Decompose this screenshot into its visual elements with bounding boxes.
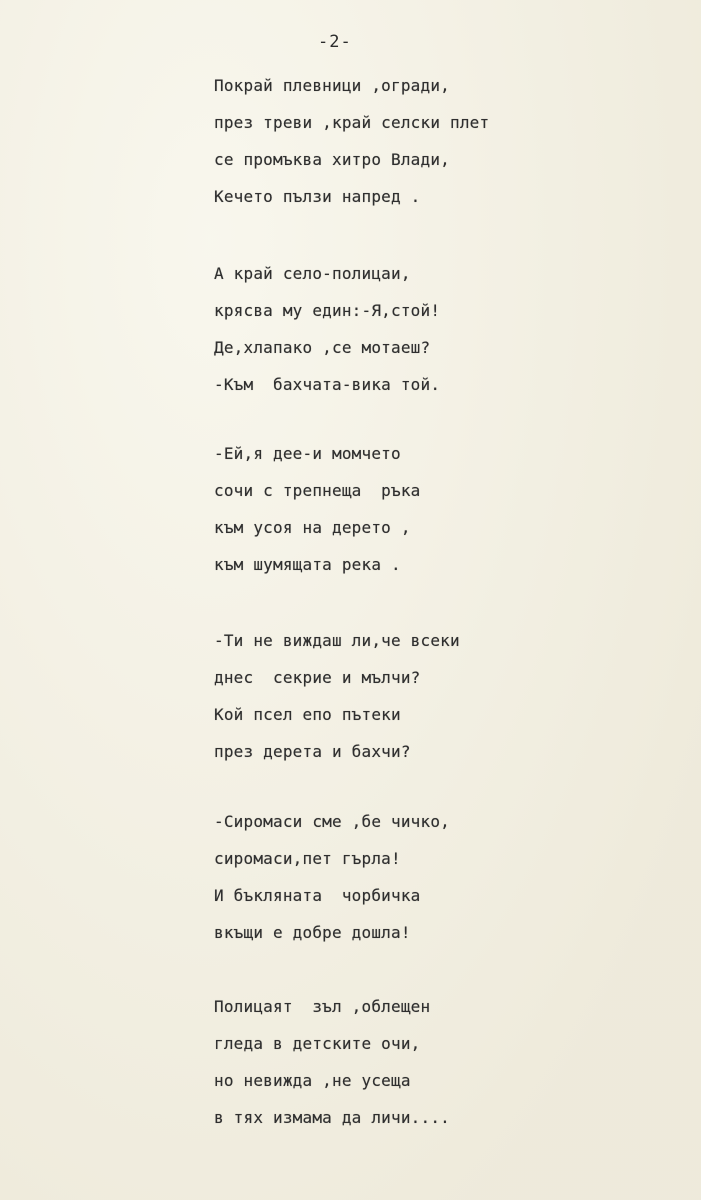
verse-line: се промъква хитро Влади, bbox=[214, 150, 450, 169]
stanza-4 bbox=[214, 622, 460, 770]
verse-line: -Ти не виждаш ли,че всеки bbox=[214, 631, 460, 650]
verse-line: -Сиромаси сме ,бе чичко, bbox=[214, 812, 450, 831]
verse-line: през треви ,край селски плет bbox=[214, 113, 490, 132]
verse-line: Де,хлапако ,се мотаеш? bbox=[214, 338, 431, 357]
verse-line: Кечето пълзи напред . bbox=[214, 187, 421, 206]
verse-line: в тях измама да личи.... bbox=[214, 1108, 450, 1127]
stanza-6 bbox=[214, 988, 450, 1136]
verse-line: -Към бахчата-вика той. bbox=[214, 375, 441, 394]
verse-line: днес секрие и мълчи? bbox=[214, 668, 421, 687]
verse-line: но невижда ,не усеща bbox=[214, 1071, 411, 1090]
verse-line: през дерета и бахчи? bbox=[214, 742, 411, 761]
page-number: -2- bbox=[318, 32, 352, 52]
verse-line: -Ей,я дее-и момчето bbox=[214, 444, 401, 463]
verse-line: Покрай плевници ,огради, bbox=[214, 76, 450, 95]
verse-line: към шумящата река . bbox=[214, 555, 401, 574]
verse-line: крясва му един:-Я,стой! bbox=[214, 301, 441, 320]
stanza-1 bbox=[214, 67, 489, 215]
verse-line: А край село-полицаи, bbox=[214, 264, 411, 283]
verse-line: сочи с трепнеща ръка bbox=[214, 481, 421, 500]
stanza-5 bbox=[214, 803, 450, 951]
verse-line: вкъщи е добре дошла! bbox=[214, 923, 411, 942]
verse-line: Кой псел епо пътеки bbox=[214, 705, 401, 724]
verse-line: сиромаси,пет гърла! bbox=[214, 849, 401, 868]
verse-line: Полицаят зъл ,облещен bbox=[214, 997, 431, 1016]
stanza-3 bbox=[214, 435, 421, 583]
verse-line: към усоя на дерето , bbox=[214, 518, 411, 537]
stanza-2 bbox=[214, 255, 440, 403]
verse-line: И бъкляната чорбичка bbox=[214, 886, 421, 905]
verse-line: гледа в детските очи, bbox=[214, 1034, 421, 1053]
